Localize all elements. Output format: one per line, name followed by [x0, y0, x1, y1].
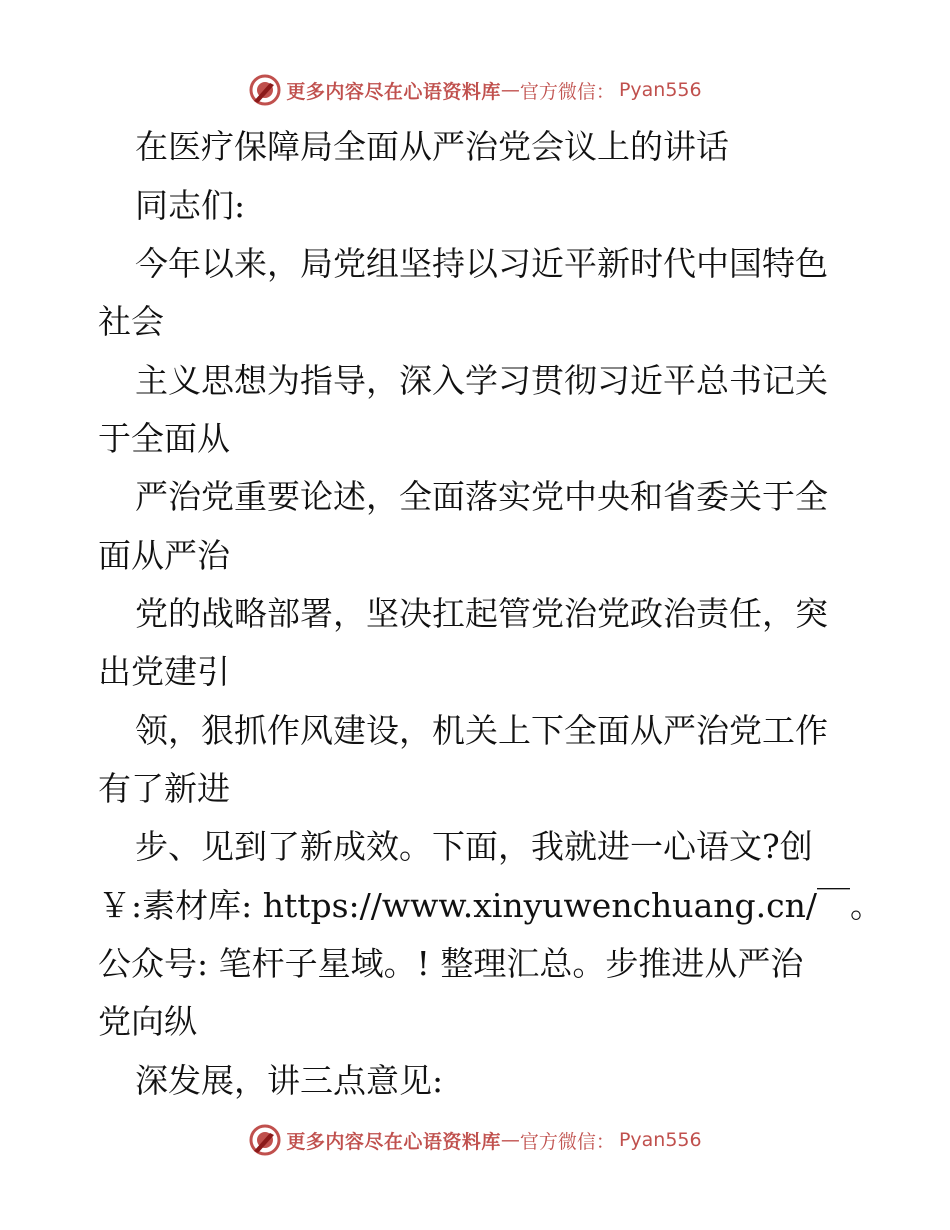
body-line: 深发展，讲三点意见: [135, 1061, 444, 1100]
watermark-separator: — [500, 1129, 520, 1151]
body-line: 面从严治 [98, 536, 230, 575]
watermark-wechat-id: Pyan556 [618, 1129, 702, 1151]
footer-watermark [0, 1120, 950, 1160]
salutation: 同志们: [135, 186, 246, 225]
body-line: 于全面从 [98, 419, 230, 458]
header-watermark [0, 70, 950, 110]
body-line: 严治党重要论述，全面落实党中央和省委关于全 [135, 477, 828, 516]
watermark-separator: — [500, 79, 520, 101]
watermark-wechat-id: Pyan556 [618, 79, 702, 101]
body-line: 有了新进 [98, 769, 230, 808]
watermark-label: 官方微信： [519, 1130, 615, 1153]
pen-circle-logo-icon [248, 1123, 282, 1157]
body-line: ￥:素材库: https://www.xinyuwenchuang.cn/￣。 [98, 886, 883, 925]
body-line: 党向纵 [98, 1002, 197, 1041]
document-title: 在医疗保障局全面从严治党会议上的讲话 [135, 127, 729, 166]
body-line: 公众号: 笔杆子星域。! 整理汇总。步推进从严治 [98, 944, 804, 983]
body-line: 主义思想为指导，深入学习贯彻习近平总书记关 [135, 361, 828, 400]
body-line: 党的战略部署，坚决扛起管党治党政治责任，突 [135, 594, 828, 633]
body-line: 步、见到了新成效。下面，我就进一心语文?创 [135, 827, 813, 866]
body-line: 社会 [98, 302, 164, 341]
watermark-main-text: 更多内容尽在心语资料库 [286, 1130, 501, 1153]
watermark-main-text: 更多内容尽在心语资料库 [286, 80, 501, 103]
pen-circle-logo-icon [248, 73, 282, 107]
body-line: 领，狠抓作风建设，机关上下全面从严治党工作 [135, 711, 828, 750]
body-line: 出党建引 [98, 652, 230, 691]
body-line: 今年以来，局党组坚持以习近平新时代中国特色 [135, 244, 828, 283]
watermark-label: 官方微信： [519, 80, 615, 103]
